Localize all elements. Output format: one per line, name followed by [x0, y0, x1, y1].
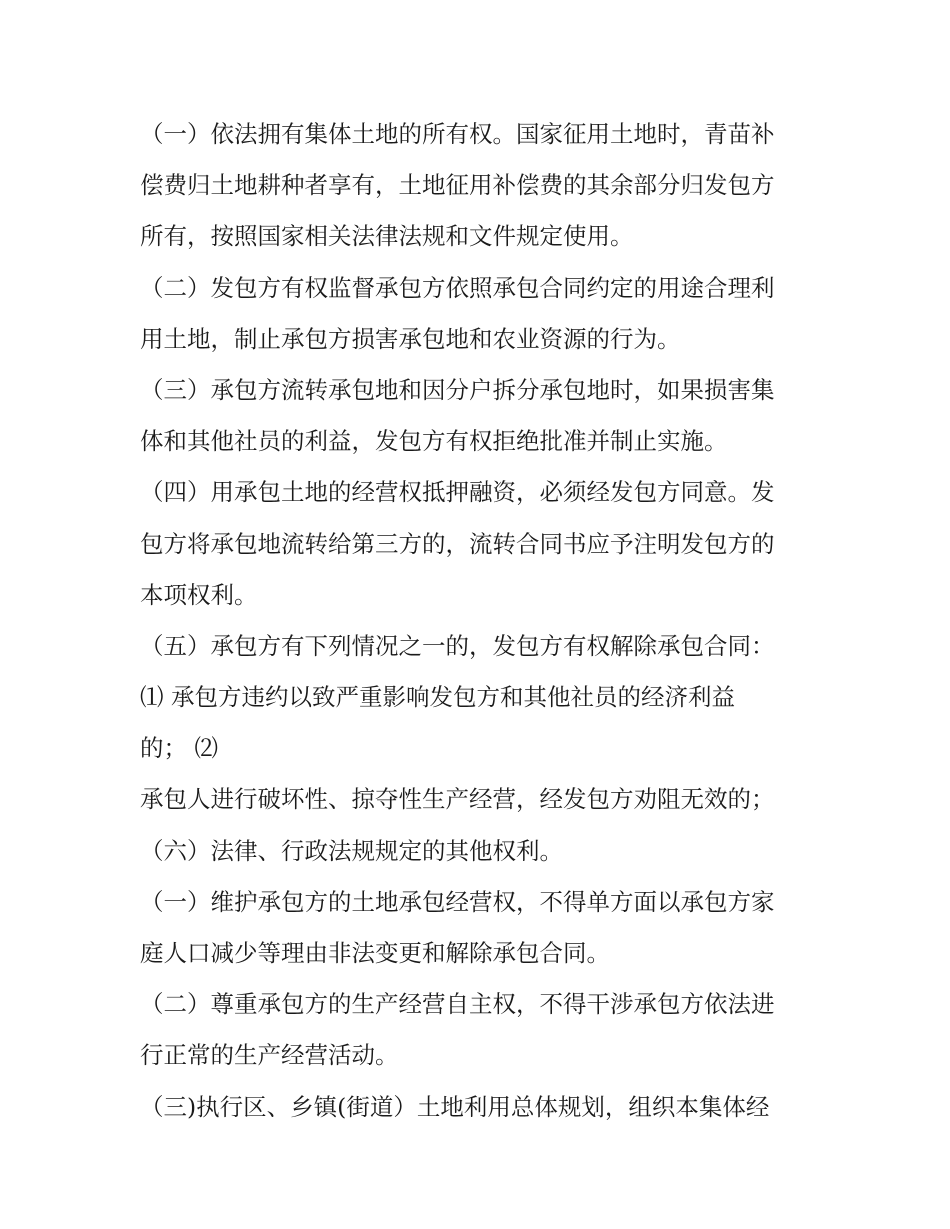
text-line: ⑴ 承包方违约以致严重影响发包方和其他社员的经济利益 [140, 683, 735, 712]
text-line: 行正常的生产经营活动。 [140, 1041, 399, 1070]
text-line: （二）发包方有权监督承包方依照承包合同约定的用途合理利 [140, 273, 775, 302]
text-line: 所有，按照国家相关法律法规和文件规定使用。 [140, 222, 634, 251]
text-line: （二）尊重承包方的生产经营自主权，不得干涉承包方依法进 [140, 990, 775, 1019]
document-body [140, 109, 820, 1133]
text-line: （一）维护承包方的土地承包经营权，不得单方面以承包方家 [140, 887, 775, 916]
text-line: （三)执行区、乡镇(街道）土地利用总体规划，组织本集体经 [140, 1092, 770, 1121]
text-line: 偿费归土地耕种者享有，土地征用补偿费的其余部分归发包方 [140, 171, 775, 200]
text-line: 的； ⑵ [140, 734, 218, 763]
text-line: 庭人口减少等理由非法变更和解除承包合同。 [140, 939, 610, 967]
text-line: （三）承包方流转承包地和因分户拆分承包地时，如果损害集 [140, 375, 775, 404]
text-line: 体和其他社员的利益，发包方有权拒绝批准并制止实施。 [140, 427, 728, 456]
text-line: 包方将承包地流转给第三方的，流转合同书应予注明发包方的 [140, 529, 775, 558]
text-line: （四）用承包土地的经营权抵押融资，必须经发包方同意。发 [140, 478, 775, 507]
text-line: （六）法律、行政法规规定的其他权利。 [140, 836, 563, 865]
text-line: 承包人进行破坏性、掠夺性生产经营，经发包方劝阻无效的； [140, 785, 775, 814]
text-line: 本项权利。 [140, 580, 258, 609]
text-line: 用土地，制止承包方损害承包地和农业资源的行为。 [140, 324, 681, 353]
text-line: （五）承包方有下列情况之一的，发包方有权解除承包合同： [140, 631, 775, 660]
text-line: （一）依法拥有集体土地的所有权。国家征用土地时，青苗补 [140, 120, 775, 148]
